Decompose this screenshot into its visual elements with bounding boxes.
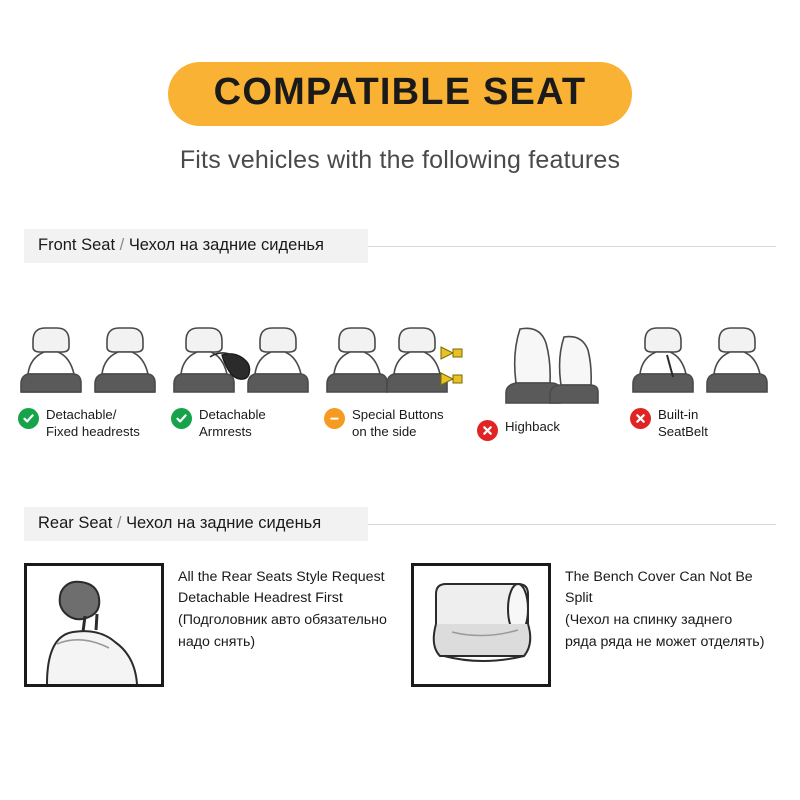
front-feature-caption (630, 407, 782, 441)
rear-seat-header-rule (368, 524, 776, 525)
front-feature-text (199, 407, 266, 441)
front-feature-item (324, 305, 476, 441)
builtin-seatbelt-illustration (630, 305, 782, 397)
side-button-marker (441, 347, 462, 385)
front-seat-section-header (24, 229, 776, 263)
page-subtitle: Fits vehicles with the following features (179, 145, 621, 174)
front-feature-item (18, 305, 170, 441)
front-seat-label-ru: Чехол на задние сиденья (128, 235, 324, 254)
front-seat-label-en: Front Seat (38, 235, 116, 254)
rear-feature-text (178, 563, 387, 687)
front-feature-line1: Special Buttons (352, 407, 444, 423)
front-feature-item (477, 317, 629, 441)
seat-pair-headrest-illustration (18, 305, 170, 397)
front-feature-text (352, 407, 444, 441)
rear-feature-line4: ряда ряда не может отделять) (565, 633, 765, 650)
seat-pair-armrest-illustration (171, 305, 323, 397)
front-feature-line1: Highback (505, 418, 560, 434)
rear-feature-line1: The Bench Cover Can Not Be (565, 568, 753, 585)
front-feature-item (171, 305, 323, 441)
rear-feature-line1: All the Rear Seats Style Request (178, 568, 385, 585)
minus-circle-icon (324, 408, 345, 429)
highback-seat-illustration (477, 317, 629, 409)
front-seat-header-rule (368, 246, 776, 247)
rear-headrest-illustration (24, 563, 164, 687)
front-feature-line1: Detachable (199, 407, 266, 423)
front-feature-line2: Armrests (199, 424, 252, 439)
front-feature-line1: Built-in (658, 407, 699, 423)
front-feature-line1: Detachable/ (46, 407, 117, 423)
seat-pair-side-buttons-illustration (324, 305, 476, 397)
front-feature-caption (477, 419, 629, 441)
front-seat-label-sep: / (115, 235, 129, 254)
front-feature-text (505, 419, 560, 436)
rear-seat-label-sep: / (112, 513, 127, 532)
rear-feature-line3: (Чехол на спинку заднего (565, 612, 733, 629)
cross-circle-icon (477, 420, 498, 441)
front-feature-caption (18, 407, 170, 441)
rear-seat-section-header (24, 507, 776, 541)
rear-feature-line4: надо снять) (178, 633, 256, 650)
rear-feature-text (565, 563, 764, 687)
check-circle-icon (171, 408, 192, 429)
front-feature-text (658, 407, 708, 441)
header (0, 0, 800, 175)
front-feature-text (46, 407, 140, 441)
rear-seat-label-en: Rear Seat (38, 513, 113, 532)
page-title: COMPATIBLE SEAT (168, 62, 633, 126)
front-feature-caption (171, 407, 323, 441)
front-seat-header-label (38, 236, 324, 255)
rear-feature-line2: Split (565, 590, 593, 607)
front-feature-line2: Fixed headrests (46, 424, 140, 439)
front-feature-line2: SeatBelt (658, 424, 708, 439)
front-feature-list (18, 281, 782, 441)
rear-feature-list (24, 563, 776, 687)
check-circle-icon (18, 408, 39, 429)
rear-feature-item (24, 563, 389, 687)
rear-seat-label-ru: Чехол на задние сиденья (126, 513, 322, 532)
rear-feature-line3: (Подголовник авто обязательно (178, 612, 387, 629)
cross-circle-icon (630, 408, 651, 429)
front-feature-caption (324, 407, 476, 441)
rear-seat-header-label (38, 514, 321, 533)
rear-feature-item (411, 563, 776, 687)
front-feature-item (630, 305, 782, 441)
bench-cover-illustration (411, 563, 551, 687)
rear-feature-line2: Detachable Headrest First (178, 590, 343, 607)
front-feature-line2: on the side (352, 424, 417, 439)
